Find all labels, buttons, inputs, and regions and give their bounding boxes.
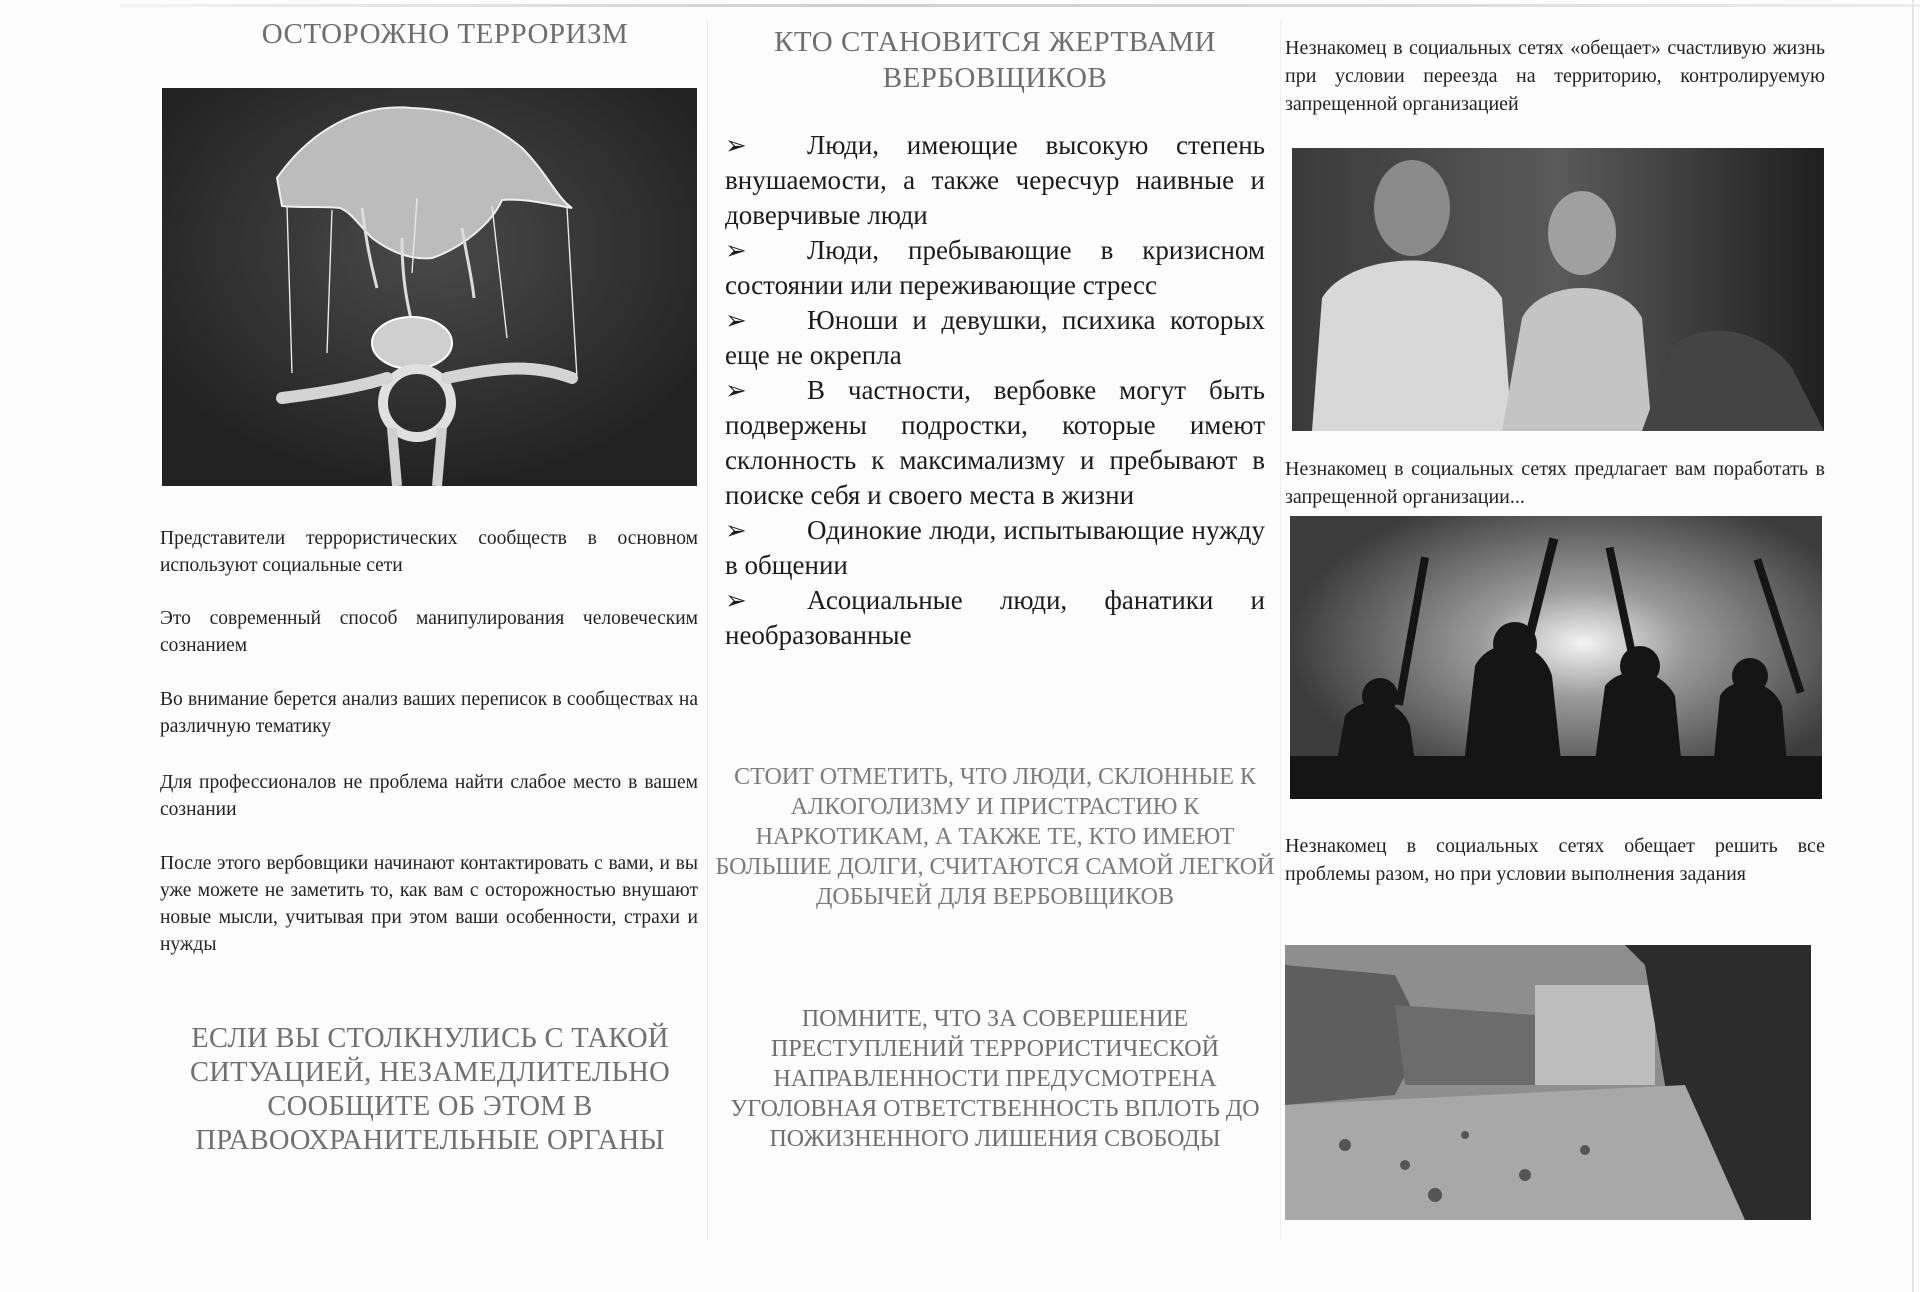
arrow-icon: ➢ xyxy=(725,586,747,615)
list-item: ➢ Люди, пребывающие в кризисном состоянии или переживающие стресс xyxy=(725,235,1265,300)
arrow-icon: ➢ xyxy=(725,236,747,265)
report-alert: ЕСЛИ ВЫ СТОЛКНУЛИСЬ С ТАКОЙ СИТУАЦИЕЙ, НЕЗАМЕДЛИТЕЛЬНО СООБЩИТЕ ОБ ЭТОМ В ПРАВООХРАНИТЕЛЬНЫЕ ОРГАНЫ xyxy=(189,1023,671,1156)
victims-list xyxy=(725,128,1265,653)
info-paragraph: После этого вербовщики начинают контактировать с вами, и вы уже можете не заметить то, как вам с осторожностью внушают новые мысли, учитывая при этом ваши особенности, страхи и нужды xyxy=(160,853,698,955)
photo-caption: Незнакомец в социальных сетях обещает решить все проблемы разом, но при условии выполнения задания xyxy=(1285,835,1825,885)
scan-edge-line xyxy=(1912,0,1914,1292)
middle-title: КТО СТАНОВИТСЯ ЖЕРТВАМИ ВЕРБОВЩИКОВ xyxy=(774,26,1216,94)
arrow-icon: ➢ xyxy=(725,131,747,160)
destroyed-street-photo-icon xyxy=(1285,945,1811,1220)
laughing-men-photo-icon xyxy=(1292,148,1824,431)
list-item: ➢ Люди, имеющие высокую степень внушаемости, а также чересчур наивные и доверчивые люди xyxy=(725,130,1265,230)
list-item: ➢ Асоциальные люди, фанатики и необразованные xyxy=(725,585,1265,650)
left-title: ОСТОРОЖНО ТЕРРОРИЗМ xyxy=(261,18,629,50)
arrow-icon: ➢ xyxy=(725,306,747,335)
photo-caption: Незнакомец в социальных сетях предлагает вам поработать в запрещенной организации... xyxy=(1285,458,1825,508)
list-item: ➢ Одинокие люди, испытывающие нужду в общении xyxy=(725,515,1265,580)
risk-note: СТОИТ ОТМЕТИТЬ, ЧТО ЛЮДИ, СКЛОННЫЕ К АЛКОГОЛИЗМУ И ПРИСТРАСТИЮ К НАРКОТИКАМ, А ТАКЖЕ ТЕ, КТО ИМЕЮТ БОЛЬШИЕ ДОЛГИ, СЧИТАЮТСЯ САМОЙ ЛЕГКОЙ ДОБЫЧЕЙ ДЛЯ ВЕРБОВЩИКОВ xyxy=(715,764,1275,910)
armed-silhouettes-photo-icon xyxy=(1290,516,1822,799)
column-divider xyxy=(1280,20,1281,1240)
info-paragraph: Представители террористических сообществ в основном используют социальные сети xyxy=(160,528,698,576)
arrow-icon: ➢ xyxy=(725,516,747,545)
info-paragraph: Во внимание берется анализ ваших переписок в сообществах на различную тематику xyxy=(160,689,698,737)
puppet-hands-illustration-icon xyxy=(162,88,697,486)
info-paragraph: Для профессионалов не проблема найти слабое место в вашем сознании xyxy=(160,772,698,820)
list-item: ➢ Юноши и девушки, психика которых еще не окрепла xyxy=(725,305,1265,370)
column-divider xyxy=(707,20,708,1240)
photo-caption: Незнакомец в социальных сетях «обещает» счастливую жизнь при условии переезда на территорию, контролируемую запрещенной организацией xyxy=(1285,37,1825,115)
arrow-icon: ➢ xyxy=(725,376,747,405)
scan-edge-line xyxy=(120,4,1920,7)
liability-warning: ПОМНИТЕ, ЧТО ЗА СОВЕРШЕНИЕ ПРЕСТУПЛЕНИЙ ТЕРРОРИСТИЧЕСКОЙ НАПРАВЛЕННОСТИ ПРЕДУСМОТРЕНА УГОЛОВНАЯ ОТВЕТСТВЕННОСТЬ ВПЛОТЬ ДО ПОЖИЗНЕННОГО ЛИШЕНИЯ СВОБОДЫ xyxy=(730,1006,1260,1152)
info-paragraph: Это современный способ манипулирования человеческим сознанием xyxy=(160,608,698,656)
list-item: ➢ В частности, вербовке могут быть подвержены подростки, которые имеют склонность к максимализму и пребывают в поиске себя и своего места в жизни xyxy=(725,375,1265,510)
